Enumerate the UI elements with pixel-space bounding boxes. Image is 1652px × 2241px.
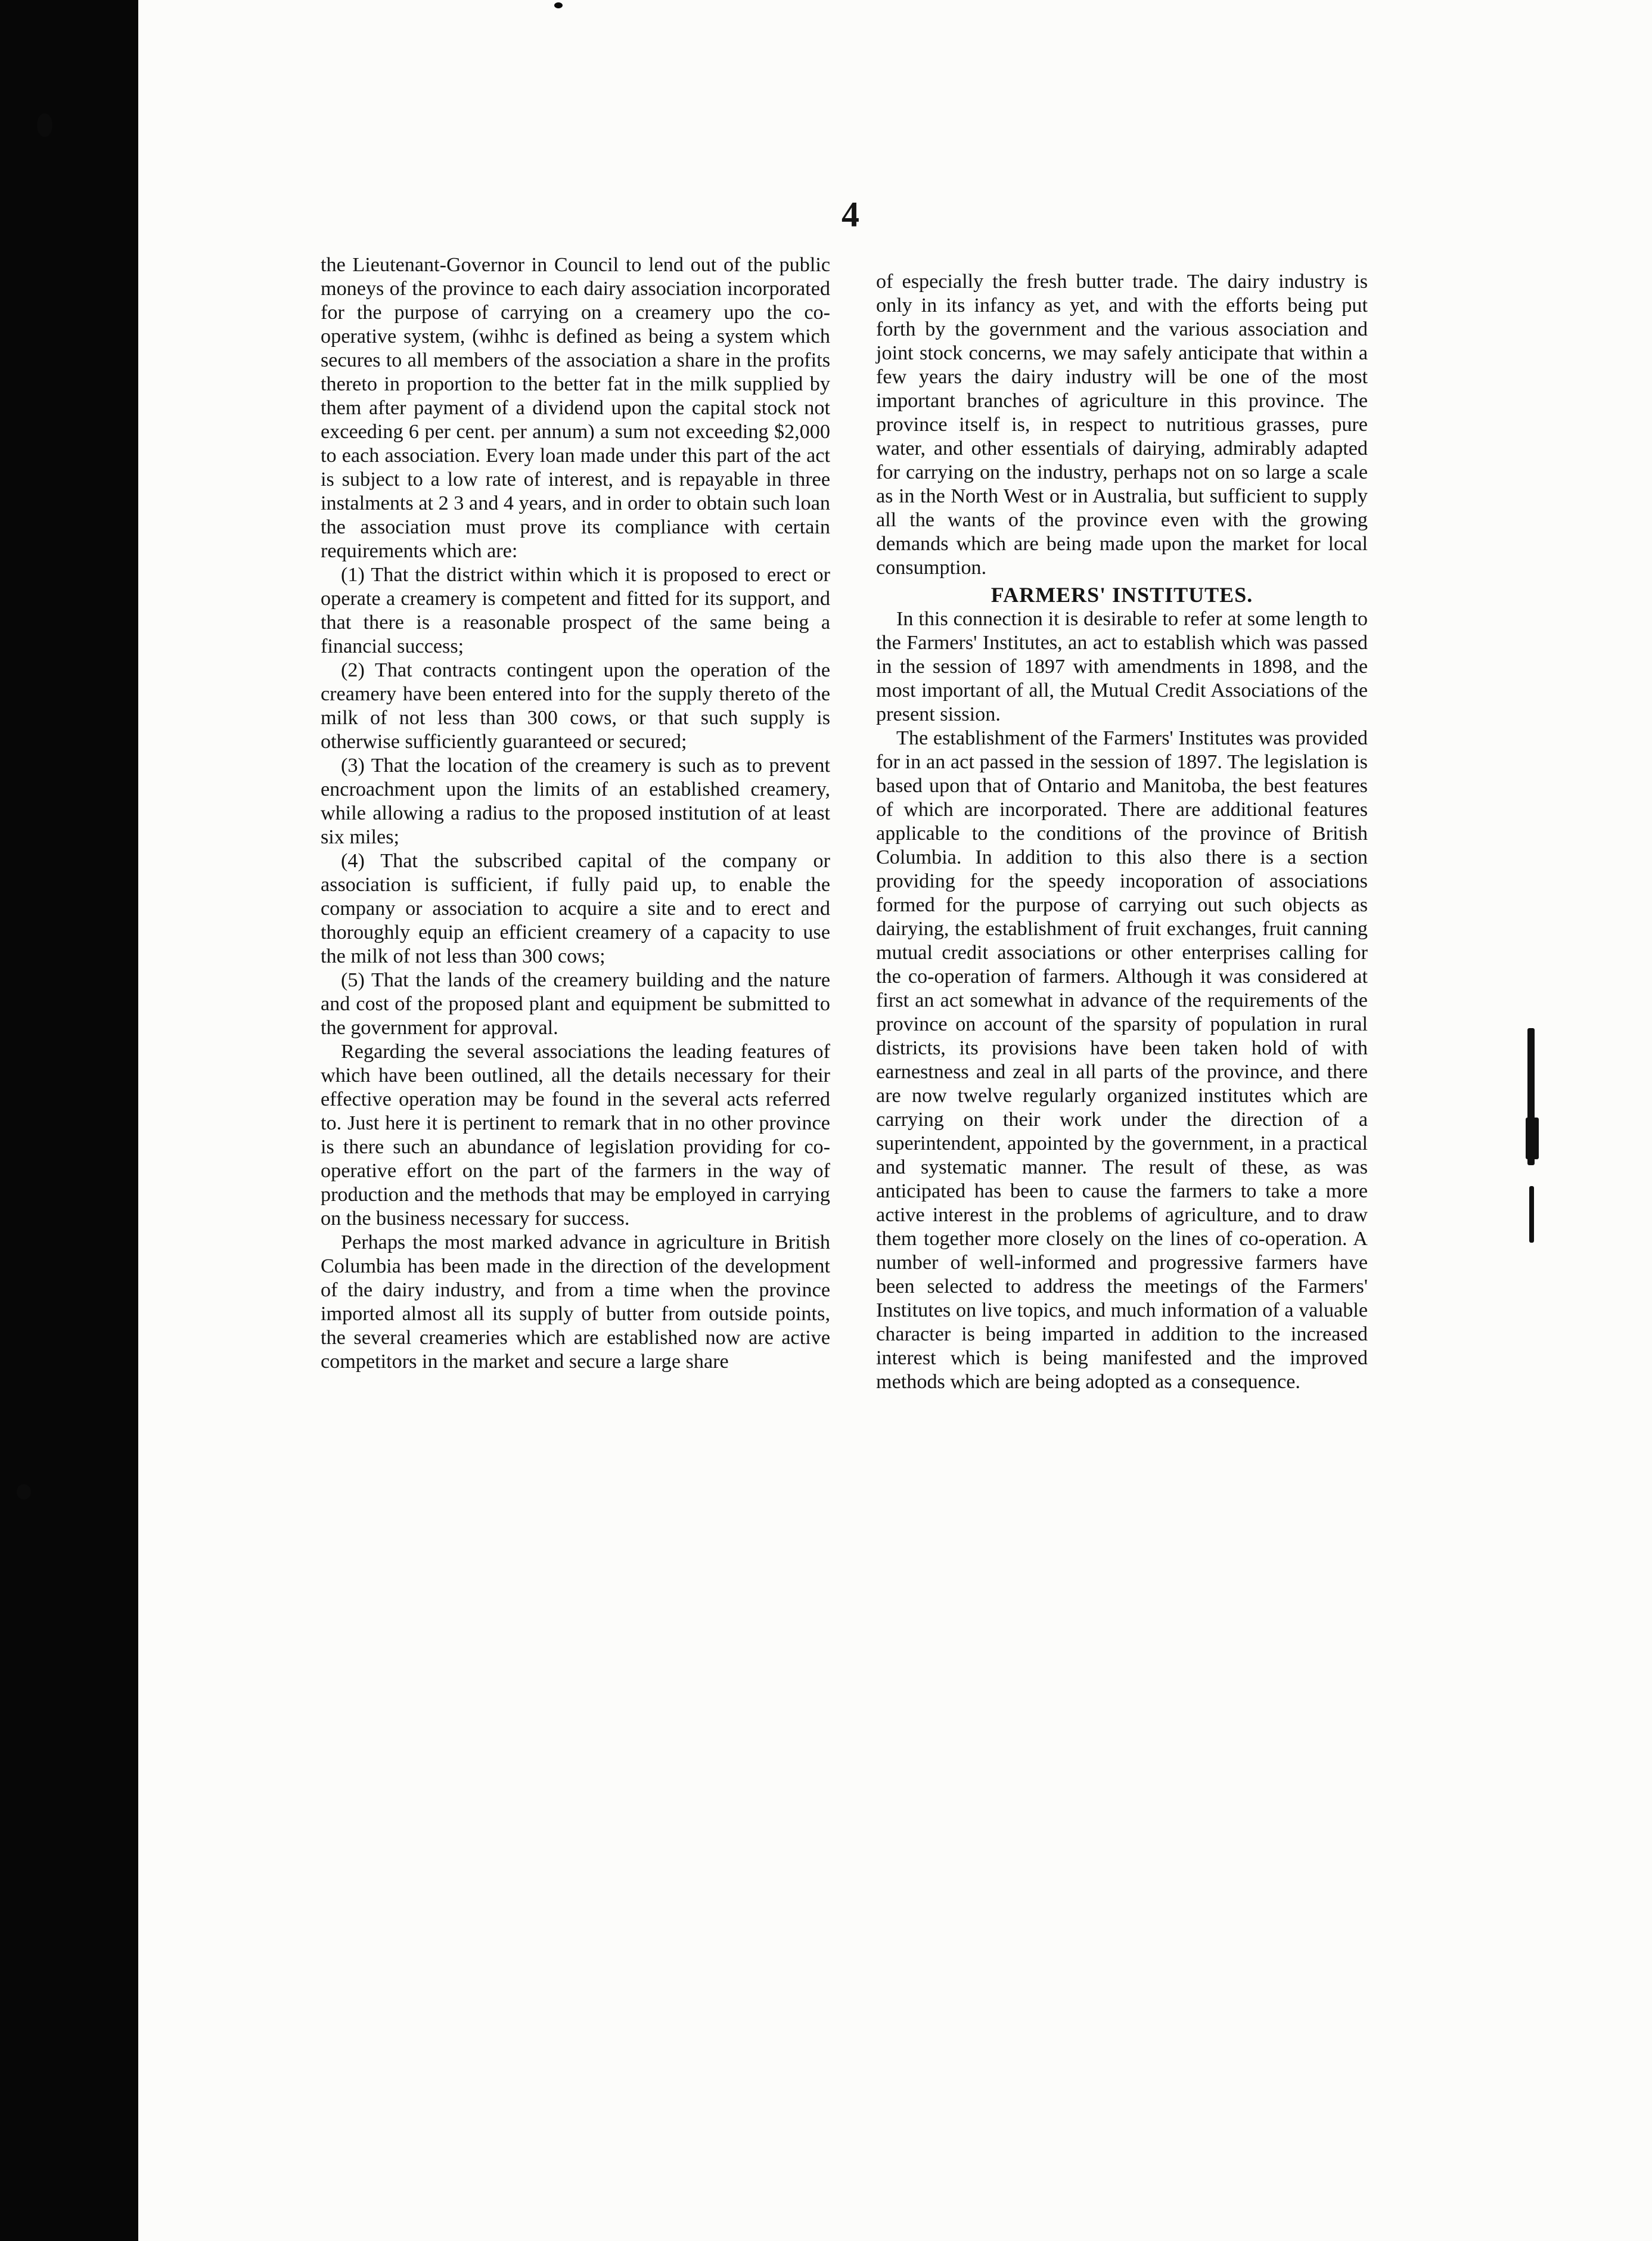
paragraph: the Lieutenant-Governor in Council to lend out of the public moneys of the province to each dairy association incorporated for the purpose of carrying on a creamery upo the co-operative system, (wihhc is defined as being a system which secures to all members of the association a share in the profits thereto in proportion to the better fat in the milk supplied by them after payment of a dividend upon the capital stock not exceeding 6 per cent. per annum) a sum not exceeding $2,000 to each association. Every loan made under this part of the act is subject to a low rate of interest, and is repayable in three instalments at 2 3 and 4 years, and in order to obtain such loan the association must prove its compliance with certain requirements which are: [321, 254, 830, 562]
scan-speck [554, 2, 563, 8]
paragraph: Perhaps the most marked advance in agriculture in British Columbia has been made in the direction of the development of the dairy industry, and from a time when the province imported almost all its supply of butter from outside points, the several creameries which are established now are active competitors in the market and secure a large share [321, 1231, 830, 1373]
page-number: 4 [841, 195, 859, 234]
paragraph: The establishment of the Farmers' Institutes was provided for in an act passed in the session of 1897. The legislation is based upon that of Ontario and Manitoba, the best features of which are incorporated. There are additional features applicable to the conditions of the province of British Columbia. In addition to this also there is a section providing for the speedy incoporation of associations formed for the purpose of carrying out such objects as dairying, the establishment of fruit exchanges, fruit canning mutual credit associations or other enterprises calling for the co-operation of farmers. Although it was considered at first an act somewhat in advance of the requirements of the province on account of the sparsity of population in rural districts, its provisions have been taken hold of with earnestness and zeal in all parts of the province, and there are now twelve regularly organized institutes which are carrying on their work under the direction of a superintendent, appointed by the government, in a practical and systematic manner. The result of these, as was anticipated has been to cause the farmers to take a more active interest in the problems of agriculture, and to draw them together more closely on the lines of co-operation. A number of well-informed and progressive farmers have been selected to address the meetings of the Farmers' Institutes on live topics, and much information of a valuable character is being imparted in addition to the increased interest which is being manifested and the improved methods which are being adopted as a consequence. [876, 727, 1368, 1393]
margin-mark [1526, 1118, 1539, 1159]
scan-speck [37, 113, 52, 137]
right-column [876, 270, 1368, 1394]
paragraph: (3) That the location of the creamery is such as to prevent encroachment upon the limits of an established creamery, while allowing a radius to the proposed institution of at least six miles; [321, 755, 830, 848]
scan-speck [17, 1484, 31, 1500]
paragraph: (1) That the district within which it is proposed to erect or operate a creamery is competent and fitted for its support, and that there is a reasonable prospect of the same being a financial success; [321, 564, 830, 657]
paragraph: (2) That contracts contingent upon the operation of the creamery have been entered into for the supply thereto of the milk of not less than 300 cows, or that such supply is otherwise sufficiently guaranteed or secured; [321, 659, 830, 753]
paragraph: (4) That the subscribed capital of the company or association is sufficient, if fully paid up, to enable the company or association to acquire a site and to erect and thoroughly equip an efficient creamery of a capacity to use the milk of not less than 300 cows; [321, 850, 830, 967]
paragraph: of especially the fresh butter trade. The dairy industry is only in its infancy as yet, and with the efforts being put forth by the government and the various association and joint stock concerns, we may safely anticipate that within a few years the dairy industry will be one of the most important branches of agriculture in this province. The province itself is, in respect to nutritious grasses, pure water, and other essentials of dairying, admirably adapted for carrying on the industry, perhaps not on so large a scale as in the North West or in Australia, but sufficient to supply all the wants of the province even with the growing demands which are being made upon the market for local consumption. [876, 271, 1368, 579]
paragraph: Regarding the several associations the leading features of which have been outlined, all the details necessary for their effective operation may be found in the several acts referred to. Just here it is pertinent to remark that in no other province is there such an abundance of legislation providing for co-operative effort on the part of the farmers in the way of production and the methods that may be employed in carrying on the business necessary for success. [321, 1041, 830, 1230]
margin-mark [1529, 1186, 1534, 1243]
paragraph: (5) That the lands of the creamery building and the nature and cost of the proposed plant and equipment be submitted to the government for approval. [321, 969, 830, 1039]
left-column [321, 253, 830, 1374]
section-heading: FARMERS' INSTITUTES. [990, 583, 1253, 607]
paragraph: In this connection it is desirable to refer at some length to the Farmers' Institutes, an act to establish which was passed in the session of 1897 with amendments in 1898, and the most important of all, the Mutual Credit Associations of the present sission. [876, 608, 1368, 725]
